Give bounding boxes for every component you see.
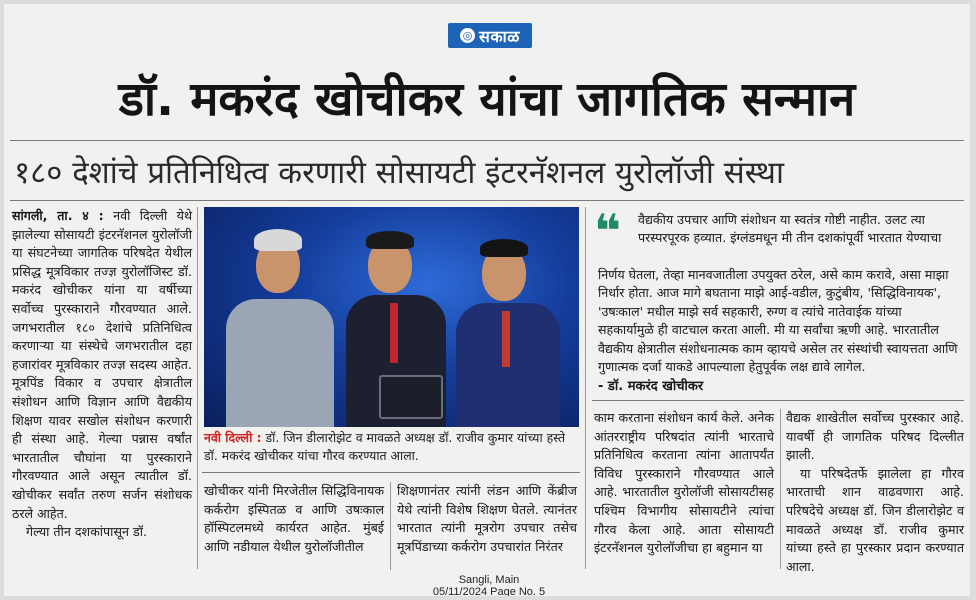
- article-column-2: [204, 482, 384, 556]
- column-3-text: शिक्षणानंतर त्यांनी लंडन आणि केंब्रीज येथे त्यांनी विशेष शिक्षण घेतले. त्यानंतर भारतात त्यांनी मूत्ररोग उपचार तसेच मूत्रपिंडाच्या कर्करोग उपचारांत निरंतर: [397, 483, 577, 554]
- date-page-label: 05/11/2024 Page No. 5: [432, 586, 546, 596]
- newspaper-clipping: [4, 4, 970, 596]
- quote-divider: [592, 400, 964, 401]
- column-divider: [780, 409, 781, 569]
- sakal-logo: [448, 23, 532, 48]
- page-footer: [384, 574, 594, 596]
- quote-first-lines: वैद्यकीय उपचार आणि संशोधन या स्वतंत्र गोष्टी नाहीत. उलट त्या परस्परपूरक हव्यात. इंग्लंडमधून मी तीन दशकांपूर्वी भारतात येण्याचा: [638, 212, 942, 246]
- article-body-1: [12, 207, 192, 523]
- headline-divider: [10, 140, 964, 141]
- dateline: सांगली, ता. ४ :: [12, 208, 104, 223]
- article-column-4: [594, 409, 774, 558]
- column-divider: [390, 482, 391, 570]
- quote-signature: - डॉ. मकरंद खोचीकर: [598, 379, 704, 394]
- quote-body: निर्णय घेतला, तेव्हा मानवजातीला उपयुक्त ठरेल, असे काम करावे, असा माझा निर्धार होता. आज मागे बघताना माझे आई-वडील, कुटुंबीय, 'सिद्धिविनायक', 'उषःकाल' मधील माझे सर्व सहकारी, रुग्ण व त्यांचे नातेवाईक यांच्या सहकार्यामुळे ही वाटचाल करता आली. मी या सर्वांचा ऋणी आहे. भारतातील वैद्यकीय क्षेत्रातील संशोधनात्मक काम व्हायचे असेल तर संस्थांची स्वायत्तता आणि गुणात्मक दर्जा याकडे आपल्याला हेतुपूर्वक लक्ष द्यावे लागेल.: [598, 267, 958, 375]
- masthead-brand: सकाळ: [479, 26, 520, 46]
- column-divider: [585, 207, 586, 569]
- subheadline: १८० देशांचे प्रतिनिधित्व करणारी सोसायटी इंटरनॅशनल युरोलॉजी संस्था: [14, 155, 784, 191]
- subheadline-divider: [10, 200, 964, 201]
- article-column-1: [12, 207, 192, 542]
- column-1-tail: गेल्या तीन दशकांपासून डॉ.: [26, 524, 147, 540]
- headline: डॉ. मकरंद खोचीकर यांचा जागतिक सन्मान: [118, 72, 856, 127]
- logo-emblem-icon: ◎: [460, 28, 475, 43]
- column-5-text-b: या परिषदेतर्फे झालेला हा गौरव भारताची शान वाढवणारा आहे. परिषदेचे अध्यक्ष डॉ. जिन डीलारोझेट व मावळते अध्यक्ष डॉ. राजीव कुमार यांच्या हस्ते हा पुरस्कार प्रदान करण्यात आला.: [786, 465, 964, 574]
- article-column-3: [397, 482, 577, 556]
- column-5-text: वैद्यक शाखेतील सर्वोच्च पुरस्कार आहे. यावर्षी ही जागतिक परिषद दिल्लीत झाली.: [786, 410, 964, 463]
- column-1-text: नवी दिल्ली येथे झालेल्या सोसायटी इंटरनॅशनल युरोलॉजी या संघटनेच्या जागतिक परिषदेत येथील प्रसिद्ध मूत्रविकार तज्ज्ञ युरोलॉजिस्ट डॉ. मकरंद खोचीकर यांना या वर्षीच्या सर्वोच्च पुरस्काराने गौरवण्यात आले. जगभरातील १८० देशांचे प्रतिनिधित्व करणाऱ्या या संस्थेचे जगभरातील दहा हजारांवर मूत्रविकार तज्ज्ञ सदस्य आहेत. मूत्रपिंड विकार व उपचार क्षेत्रातील संशोधन आणि विज्ञान आणि वैद्यकीय शिक्षण यावर सखोल संशोधन करणारी ही संस्था आहे. गेल्या पन्नास वर्षांत भारतातील चौघांना या पुरस्काराने गौरवण्यात आले असून त्यातील डॉ. खोचीकर सर्वांत तरुण सर्जन संशोधक ठरले आहेत.: [12, 208, 192, 521]
- caption-text: डॉ. जिन डीलारोझेट व मावळते अध्यक्ष डॉ. राजीव कुमार यांच्या हस्ते डॉ. मकरंद खोचीकर यांचा गौरव करण्यात आला.: [204, 430, 566, 463]
- article-column-5: [786, 409, 964, 576]
- caption-divider: [202, 472, 580, 473]
- caption-place: नवी दिल्ली :: [204, 430, 262, 445]
- column-4-text: काम करताना संशोधन कार्य केले. अनेक आंतरराष्ट्रीय परिषदांत त्यांनी भारताचे प्रतिनिधित्व करताना त्यांना आतापर्यंत विविध पुरस्काराने गौरवण्यात आले आहे. भारतातील युरोलॉजी सोसायटीसह पश्चिम विभागीय सोसायटीने त्यांचा गौरव केला आहे. आता सोसायटी इंटरनॅशनल युरोलॉजीचा हा बहुमान या: [594, 410, 774, 556]
- award-plaque: [379, 375, 443, 419]
- column-divider: [197, 207, 198, 569]
- photo-caption: [204, 429, 579, 465]
- column-2-text: खोचीकर यांनी मिरजेतील सिद्धिविनायक कर्करोग इस्पितळ व आणि उषःकाल हॉस्पिटलमध्ये कार्यरत आहेत. मुंबई आणि नडीयाल येथील युरोलॉजीतील: [204, 483, 384, 554]
- edition-label: Sangli, Main: [458, 574, 520, 586]
- quote-icon: ❝: [594, 204, 621, 258]
- award-ceremony-photo: [204, 207, 579, 427]
